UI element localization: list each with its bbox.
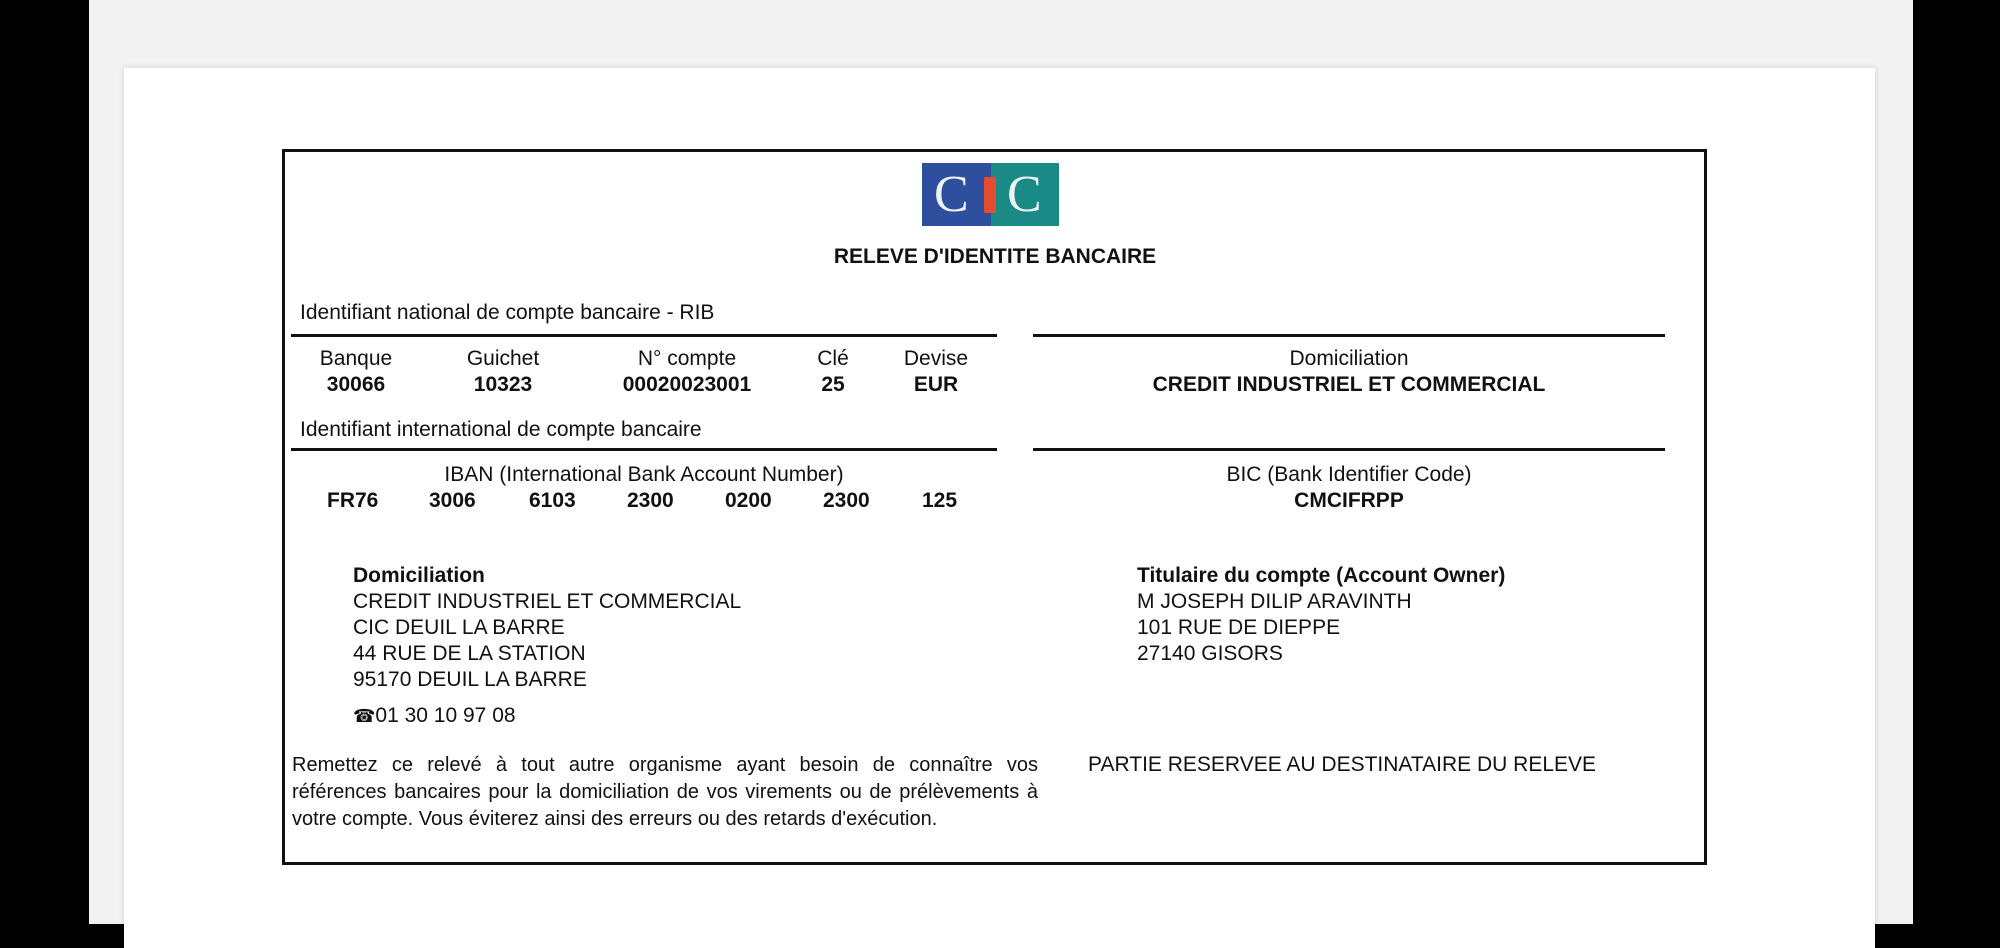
rib-guichet: Guichet 10323 <box>466 347 540 396</box>
iban-group: 3006 <box>429 489 476 512</box>
document-title: RELEVE D'IDENTITE BANCAIRE <box>833 245 1157 268</box>
divider <box>291 448 997 451</box>
iban-label: IBAN (International Bank Account Number) <box>444 463 844 486</box>
rib-cle: Clé 25 <box>817 347 849 396</box>
iban-group: 2300 <box>823 489 870 512</box>
phone-icon: ☎ <box>353 706 376 726</box>
iban-group: 2300 <box>627 489 674 512</box>
cic-logo: C C <box>922 163 1059 226</box>
notice-text: Remettez ce relevé à tout autre organisme ayant besoin de connaître vos références bancaires pour la domiciliation de vos virements ou de prélèvements à votre compte. Vous éviterez ainsi des erreurs ou des retards d'exécution. <box>292 754 1038 830</box>
divider <box>291 334 997 337</box>
rib-compte: N° compte 00020023001 <box>622 347 752 396</box>
iban-group: 6103 <box>529 489 576 512</box>
rib-heading: Identifiant national de compte bancaire - RIB <box>300 301 715 324</box>
iban-group: 0200 <box>725 489 772 512</box>
divider <box>1033 334 1665 337</box>
domiciliation-address: Domiciliation CREDIT INDUSTRIEL ET COMMERCIAL CIC DEUIL LA BARRE 44 RUE DE LA STATION 95170 DEUIL LA BARRE ☎01 30 10 97 08 <box>353 564 742 727</box>
domiciliation-top: Domiciliation CREDIT INDUSTRIEL ET COMMERCIAL <box>1152 347 1546 396</box>
iban-group: 125 <box>922 489 958 512</box>
iban-heading: Identifiant international de compte bancaire <box>300 418 702 441</box>
bic: BIC (Bank Identifier Code) CMCIFRPP <box>1226 463 1472 512</box>
account-owner: Titulaire du compte (Account Owner) M JOSEPH DILIP ARAVINTH 101 RUE DE DIEPPE 27140 GISORS <box>1137 564 1506 665</box>
reserved-section-label: PARTIE RESERVEE AU DESTINATAIRE DU RELEVE <box>1088 753 1597 776</box>
rib-devise: Devise EUR <box>903 347 969 396</box>
iban-group: FR76 <box>327 489 379 512</box>
divider <box>1033 448 1665 451</box>
rib-banque: Banque 30066 <box>319 347 393 396</box>
iban-value <box>291 488 997 514</box>
